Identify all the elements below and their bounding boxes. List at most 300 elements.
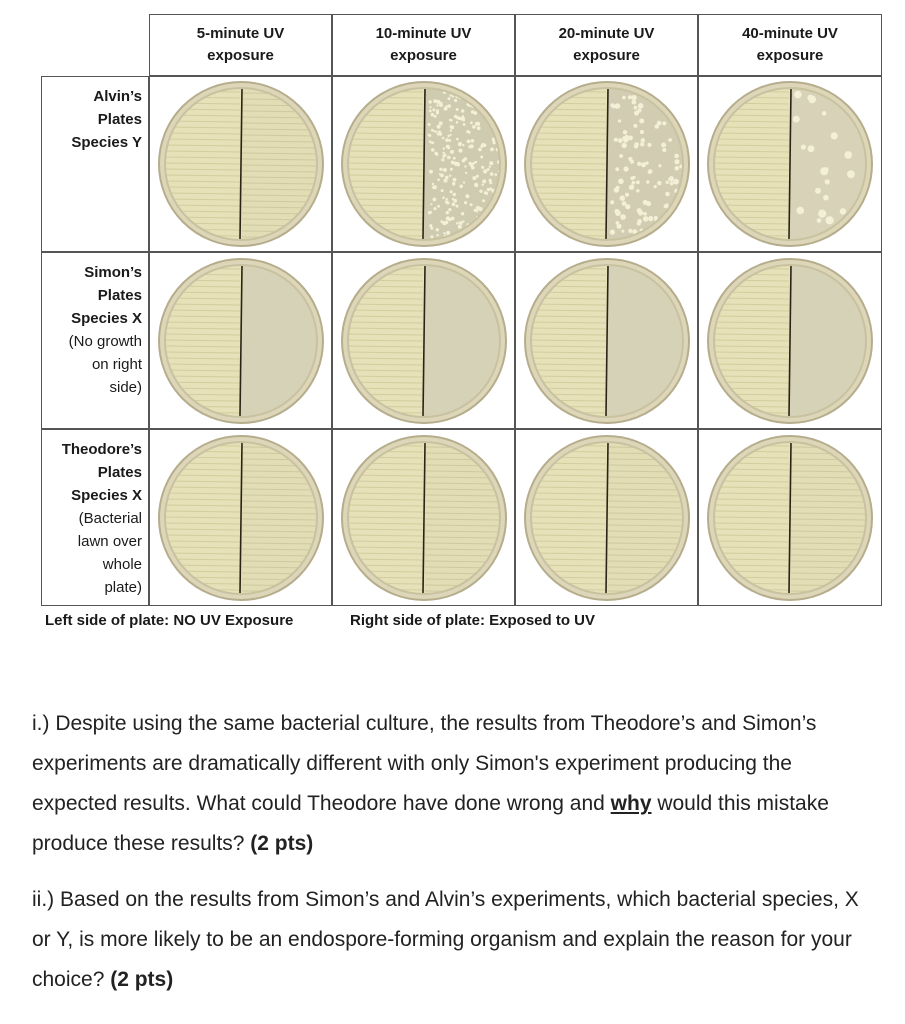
bacterial-colony [631,181,635,185]
bacterial-colony [673,179,679,185]
bacterial-colony [624,193,628,197]
bacterial-colony [439,103,443,107]
row-label-line: Species X [71,310,142,327]
bacterial-colony [622,96,626,100]
bacterial-colony [452,178,456,182]
bacterial-colony [818,210,826,218]
petri-dish [156,433,326,603]
bacterial-colony [455,138,457,140]
bacterial-colony [447,135,450,138]
bacterial-colony [445,176,449,180]
bacterial-colony [447,156,451,160]
bacterial-colony [613,138,617,142]
column-header-line: 20-minute UV [558,25,655,42]
bacterial-colony [614,103,620,109]
right-half [607,433,692,603]
bacterial-colony [623,137,628,142]
plate-cell-simon [698,252,882,429]
bacterial-colony [617,119,620,122]
bacterial-colony [470,121,473,124]
bacterial-colony [660,233,665,238]
column-header-line: exposure [756,47,824,64]
bacterial-colony [484,104,487,107]
bacterial-colony [449,190,452,193]
bacterial-colony [482,179,486,183]
column-header [332,14,515,76]
bacterial-colony [497,232,500,235]
bacterial-colony [450,119,453,122]
petri-dish [339,79,509,249]
bacterial-colony [647,171,650,174]
bacterial-colony [492,141,495,144]
bacterial-colony [623,166,628,171]
column-header-line: exposure [207,47,274,64]
bacterial-colony [658,164,661,167]
bacterial-colony [429,224,432,227]
bacterial-colony [615,186,619,190]
bacterial-colony [662,148,666,152]
bacterial-colony [455,205,458,208]
bacterial-colony [465,194,469,198]
petri-dish [705,256,875,426]
bacterial-colony [670,230,675,235]
plate-cell-alvin [332,76,515,252]
bacterial-colony [448,139,451,142]
right-half [241,256,326,426]
bacterial-colony [464,172,466,174]
plate-cell-theodore [332,429,515,606]
bacterial-colony [481,166,484,169]
bacterial-colony [484,96,486,98]
bacterial-colony [646,180,649,183]
bacterial-colony [474,231,476,233]
bacterial-colony [676,219,680,223]
bacterial-colony [661,143,666,148]
bacterial-colony [831,132,838,139]
row-label-theodore [41,429,149,606]
bacterial-colony [445,105,447,107]
bacterial-colony [466,130,469,133]
bacterial-colony [680,216,684,220]
bacterial-colony [610,200,614,204]
bacterial-colony [645,161,648,164]
bacterial-colony [670,225,674,229]
column-header-line: 10-minute UV [375,25,472,42]
bacterial-colony [633,124,637,128]
bacterial-colony [450,161,454,165]
row-label-line: Simon’s [84,264,142,281]
bacterial-colony [490,148,494,152]
row-label-line: on right [91,356,142,373]
bacterial-colony [440,220,443,223]
bacterial-colony [494,229,496,231]
bacterial-colony [430,129,433,132]
bacterial-colony [431,183,433,185]
bacterial-colony [449,168,452,171]
bacterial-colony [625,204,630,209]
bacterial-colony [472,162,475,165]
bacterial-colony [621,143,626,148]
bacterial-colony [428,110,431,113]
bacterial-colony [614,209,619,214]
bacterial-colony [443,179,447,183]
bacterial-colony [497,91,501,95]
bacterial-colony [459,117,462,120]
bacterial-colony [826,216,834,224]
bacterial-colony [475,210,478,213]
column-header-line: exposure [390,47,457,64]
bacterial-colony [640,138,644,142]
bacterial-colony [478,94,482,98]
bacterial-colony [455,121,458,124]
bacterial-colony [654,124,658,128]
row-label-line: lawn over [77,533,142,550]
bacterial-colony [442,148,444,150]
bacterial-colony [808,145,815,152]
question-2-text: ii.) Based on the results from Simon’s and Alvin’s experiments, which bacterial species, X or Y, is more likely to be an endospore-forming organism and explain the reason for your choice? [32,888,859,991]
bacterial-colony [489,231,492,234]
bacterial-colony [822,111,827,116]
bacterial-colony [428,100,431,103]
plate-cell-alvin [149,76,332,252]
bacterial-colony [489,172,493,176]
bacterial-colony [639,119,644,124]
bacterial-colony [475,206,479,210]
bacterial-colony [801,145,806,150]
bacterial-colony [628,185,633,190]
bacterial-colony [450,150,454,154]
bacterial-colony [454,99,457,102]
bacterial-colony [447,104,451,108]
question-2-points: (2 pts) [110,968,174,991]
bacterial-colony [441,158,444,161]
row-label-line: Plates [97,464,142,481]
plate-cell-simon [332,252,515,429]
bacterial-colony [472,125,476,129]
bacterial-colony [445,211,448,214]
plate-cell-simon [515,252,698,429]
bacterial-colony [622,130,626,134]
column-header [149,14,332,76]
bacterial-colony [451,182,455,186]
bacterial-colony [486,168,489,171]
bacterial-colony [486,188,489,191]
question-2 [32,880,872,1000]
bacterial-colony [483,169,487,173]
bacterial-colony [677,106,681,110]
petri-dish [705,79,875,249]
bacterial-colony [643,216,648,221]
bacterial-colony [860,113,866,119]
question-1-text-end: would this mistake produce these results? [32,792,829,855]
bacterial-colony [475,175,478,178]
bacterial-colony [445,198,447,200]
bacterial-colony [456,222,459,225]
bacterial-colony [476,126,480,130]
bacterial-colony [445,138,449,142]
column-header [698,14,882,76]
bacterial-colony [633,106,636,109]
bacterial-colony [491,95,494,98]
bacterial-colony [665,181,668,184]
bacterial-colony [615,221,619,225]
petri-dish [339,256,509,426]
bacterial-colony [495,205,499,209]
bacterial-colony [436,100,440,104]
bacterial-colony [451,203,455,207]
caption-right-side: Right side of plate: Exposed to UV [350,612,596,629]
bacterial-colony [482,199,485,202]
bacterial-colony [619,154,623,158]
bacterial-colony [444,221,448,225]
bacterial-colony [462,144,464,146]
bacterial-colony [628,157,632,161]
bacterial-colony [449,175,451,177]
bacterial-colony [478,148,482,152]
bacterial-colony [628,136,633,141]
row-label-alvin [41,76,149,252]
bacterial-colony [797,207,805,215]
question-1-points: (2 pts) [250,832,314,855]
bacterial-colony [481,184,483,186]
bacterial-colony [460,212,463,215]
bacterial-colony [633,144,637,148]
right-half [424,433,509,603]
bacterial-colony [483,191,486,194]
bacterial-colony [439,168,442,171]
bacterial-colony [435,109,438,112]
bacterial-colony [458,149,462,153]
bacterial-colony [666,229,671,234]
bacterial-colony [454,162,457,165]
row-label-line: Theodore’s [61,441,142,458]
bacterial-colony [452,157,455,160]
bacterial-colony [628,95,632,99]
bacterial-colony [428,140,431,143]
bacterial-colony [430,235,433,238]
bacterial-colony [462,118,465,121]
bacterial-colony [844,151,852,159]
bacterial-colony [436,234,438,236]
bacterial-colony [457,225,461,229]
bacterial-colony [441,137,444,140]
bacterial-colony [617,138,622,143]
column-header-line: 40-minute UV [742,25,838,42]
bacterial-colony [648,216,653,221]
column-header [515,14,698,76]
plate-cell-theodore [149,429,332,606]
bacterial-colony [433,115,436,118]
bacterial-colony [794,91,802,99]
bacterial-colony [436,125,440,129]
bacterial-colony [461,109,464,112]
bacterial-colony [442,168,446,172]
bacterial-colony [840,208,846,214]
bacterial-colony [668,177,672,181]
bacterial-colony [668,138,672,142]
bacterial-colony [475,122,479,126]
bacterial-colony [469,144,473,148]
bacterial-colony [462,181,464,183]
plate-cell-alvin [698,76,882,252]
bacterial-colony [427,123,430,126]
bacterial-colony [674,154,679,159]
bacterial-colony [449,125,451,127]
bacterial-colony [463,157,467,161]
bacterial-colony [674,226,679,231]
bacterial-colony [427,134,430,137]
bacterial-colony [442,152,444,154]
bacterial-colony [468,162,471,165]
bacterial-colony [680,204,684,208]
bacterial-colony [631,100,636,105]
row-label-line: Species Y [71,134,142,151]
question-1-text: i.) Despite using the same bacterial culture, the results from Theodore’s and Simon’s experiments are dramatically different with only Simon's experiment producing the expected results. What could Theodore have done wrong and [32,712,817,815]
bacterial-colony [440,189,443,192]
bacterial-colony [430,113,434,117]
bacterial-colony [628,229,632,233]
row-label-line: Plates [97,111,142,128]
bacterial-colony [640,142,644,146]
bacterial-colony [453,115,457,119]
bacterial-colony [807,95,813,101]
bacterial-colony [667,234,671,238]
caption-left-side: Left side of plate: NO UV Exposure [45,612,294,629]
bacterial-colony [674,159,679,164]
right-half [790,256,875,426]
bacterial-colony [665,192,670,197]
bacterial-colony [483,144,486,147]
bacterial-colony [466,140,470,144]
bacterial-colony [636,189,639,192]
bacterial-colony [429,106,431,108]
bacterial-colony [437,205,440,208]
bacterial-colony [459,185,463,189]
bacterial-colony [470,110,474,114]
bacterial-colony [664,95,669,100]
column-header-line: 5-minute UV [196,25,285,42]
bacterial-colony [495,99,498,102]
bacterial-colony [497,203,501,207]
bacterial-colony [653,185,656,188]
bacterial-colony [432,198,436,202]
bacterial-colony [820,167,828,175]
column-header-line: exposure [573,47,640,64]
row-label-line: plate) [104,579,142,596]
bacterial-colony [489,181,492,184]
bacterial-colony [817,218,822,223]
bacterial-colony [490,109,494,113]
row-label-line: side) [109,379,142,396]
bacterial-colony [639,130,643,134]
bacterial-colony [486,98,489,101]
bacterial-colony [448,208,451,211]
bacterial-colony [475,230,478,233]
petri-dish [522,433,692,603]
bacterial-colony [449,94,451,96]
bacterial-colony [437,131,440,134]
bacterial-colony [434,131,436,133]
row-label-line: Plates [97,287,142,304]
bacterial-colony [665,96,669,100]
bacterial-colony [458,221,462,225]
bacterial-colony [474,183,478,187]
bacterial-colony [461,115,463,117]
right-half [790,433,875,603]
bacterial-colony [462,220,464,222]
right-half [607,256,692,426]
right-half [241,433,326,603]
row-label-line: (No growth [68,333,142,350]
bacterial-colony [621,230,624,233]
bacterial-colony [609,230,614,235]
bacterial-colony [459,142,462,145]
bacterial-colony [430,203,432,205]
bacterial-colony [610,103,614,107]
bacterial-colony [815,188,821,194]
plate-cell-alvin [515,76,698,252]
bacterial-colony [435,228,438,231]
bacterial-colony [637,103,643,109]
bacterial-colony [618,179,624,185]
row-label-line: (Bacterial [78,510,142,527]
row-label-line: whole [102,556,142,573]
bacterial-colony [637,162,641,166]
bacterial-colony [450,217,454,221]
bacterial-colony [480,156,483,159]
bacterial-colony [433,207,436,210]
bacterial-colony [662,121,666,125]
bacterial-colony [455,108,458,111]
bacterial-colony [659,233,663,237]
bacterial-colony [444,200,448,204]
bacterial-colony [438,121,442,125]
bacterial-colony [494,173,497,176]
bacterial-colony [493,212,496,215]
bacterial-colony [451,95,453,97]
bacterial-colony [793,116,800,123]
question-1 [32,704,872,864]
bacterial-colony [488,223,492,227]
question-1-emphasis: why [610,792,652,815]
bacterial-colony [429,170,433,174]
bacterial-colony [428,211,431,214]
bacterial-colony [615,167,619,171]
bacterial-colony [464,165,466,167]
bacterial-colony [823,195,829,201]
bacterial-colony [631,95,636,100]
bacterial-colony [675,216,679,220]
bacterial-colony [488,166,490,168]
bacterial-colony [449,129,451,131]
bacterial-colony [669,181,673,185]
petri-dish [156,79,326,249]
bacterial-colony [470,139,474,143]
bacterial-colony [437,178,440,181]
bacterial-colony [432,186,435,189]
bacterial-colony [847,170,855,178]
bacterial-colony [637,108,641,112]
bacterial-colony [489,161,493,165]
bacterial-colony [472,176,476,180]
petri-dish [522,256,692,426]
bacterial-colony [619,195,625,201]
petri-dish [705,433,875,603]
bacterial-colony [462,123,465,126]
bacterial-colony [637,219,642,224]
right-half [424,256,509,426]
petri-dish [156,256,326,426]
